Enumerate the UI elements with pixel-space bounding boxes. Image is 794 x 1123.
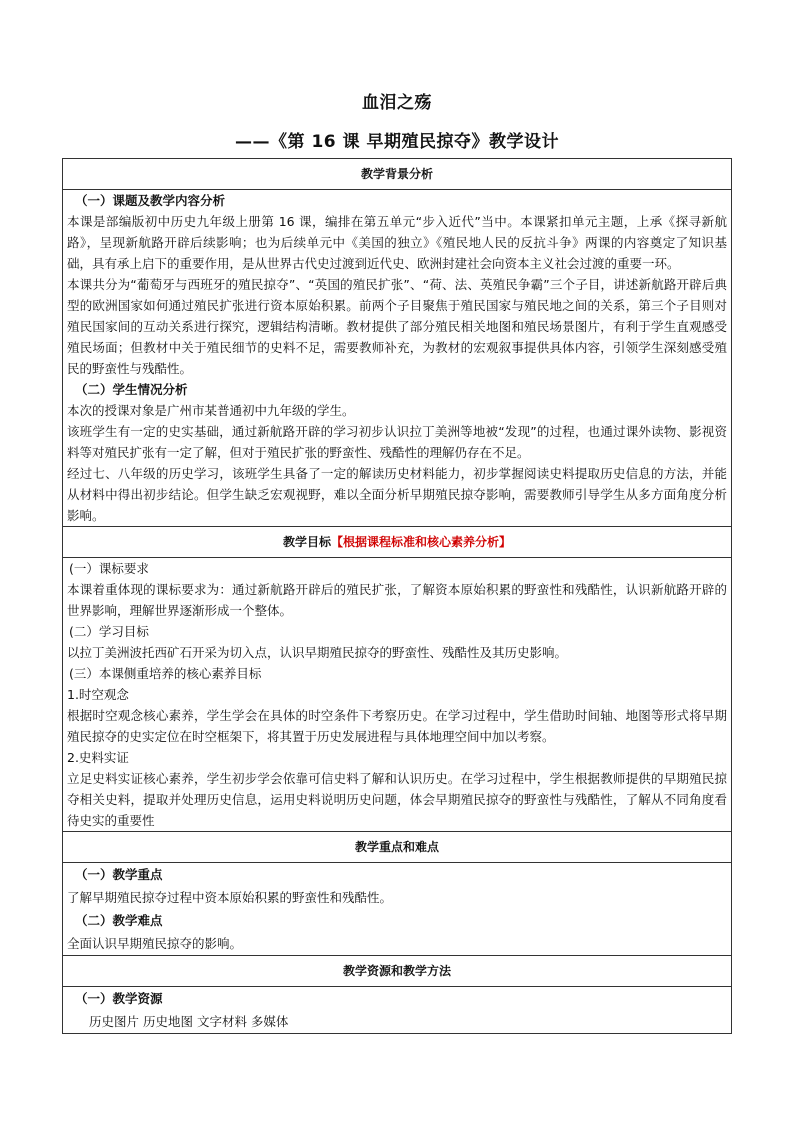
section-header-row	[63, 527, 732, 558]
core-literacy-item-1: 1.时空观念	[67, 687, 129, 702]
student-analysis-paragraph-3: 经过七、八年级的历史学习，该班学生具备了一定的解读历史材料能力，初步掌握阅读史料提取历史信息的方法，并能从材料中得出初步结论。但学生缺乏宏观视野，难以全面分析早期殖民掠夺影响，需要教师引导学生从多方面角度分析影响。	[67, 466, 727, 523]
document-title: 血泪之殇	[362, 93, 432, 113]
student-analysis-paragraph-2: 该班学生有一定的史实基础，通过新航路开辟的学习初步认识拉丁美洲等地被“发现”的过程，也通过课外读物、影视资料等对殖民扩张有一定了解，但对于殖民扩张的野蛮性、残酷性的理解仍存在不足。	[67, 424, 727, 460]
core-literacy-heading: (三）本课侧重培养的核心素养目标	[69, 666, 262, 681]
content-analysis-heading: （一）课题及教学内容分析	[75, 193, 226, 208]
core-literacy-paragraph-2: 立足史料实证核心素养，学生初步学会依靠可信史料了解和认识历史。在学习过程中，学生根据教师提供的早期殖民掠夺相关史料，提取并处理历史信息，运用史料说明历史问题，体会早期殖民掠夺的野蛮性与残酷性，了解从不同角度看待史实的重要性	[67, 771, 727, 828]
difficulty-paragraph: 全面认识早期殖民掠夺的影响。	[67, 936, 243, 951]
curriculum-requirement-heading: (一）课标要求	[69, 561, 149, 576]
curriculum-requirement-paragraph: 本课着重体现的课标要求为：通过新航路开辟后的殖民扩张，了解资本原始积累的野蛮性和残酷性，认识新航路开辟的世界影响，理解世界逐渐形成一个整体。	[67, 582, 727, 618]
goals-header-main: 教学目标	[282, 535, 331, 549]
core-literacy-item-2: 2.史料实证	[67, 750, 129, 765]
section-header-row	[63, 956, 732, 987]
background-content-row	[63, 190, 732, 527]
lesson-plan-table	[62, 158, 732, 1034]
background-header: 教学背景分析	[63, 159, 732, 190]
resources-header: 教学资源和教学方法	[63, 956, 732, 987]
learning-goal-heading: (二）学习目标	[69, 624, 149, 639]
section-header-row	[63, 832, 732, 863]
keypoints-content-row	[63, 863, 732, 956]
learning-goal-paragraph: 以拉丁美洲波托西矿石开采为切入点，认识早期殖民掠夺的野蛮性、残酷性及其历史影响。	[67, 645, 568, 660]
goals-header	[63, 527, 732, 558]
resources-list: 历史图片 历史地图 文字材料 多媒体	[89, 1014, 289, 1029]
background-content	[63, 190, 732, 527]
resources-heading: （一）教学资源	[75, 991, 163, 1006]
resources-content	[63, 987, 732, 1034]
student-analysis-heading: （二）学生情况分析	[75, 382, 188, 397]
goals-header-note: 【根据课程标准和核心素养分析】	[331, 535, 512, 549]
resources-content-row	[63, 987, 732, 1034]
keypoints-content	[63, 863, 732, 956]
key-point-paragraph: 了解早期殖民掠夺过程中资本原始积累的野蛮性和残酷性。	[67, 890, 393, 905]
key-point-heading: （一）教学重点	[75, 867, 163, 882]
keypoints-header: 教学重点和难点	[63, 832, 732, 863]
section-header-row	[63, 159, 732, 190]
goals-content-row	[63, 558, 732, 832]
content-analysis-paragraph-1: 本课是部编版初中历史九年级上册第 16 课，编排在第五单元“步入近代”当中。本课紧扣单元主题，上承《探寻新航路》，呈现新航路开辟后续影响；也为后续单元中《美国的独立》《殖民地人民的反抗斗争》两课的内容奠定了知识基础，具有承上启下的重要作用，是从世界古代史过渡到近代史、欧洲封建社会向资本主义社会过渡的重要一环。	[67, 214, 727, 271]
difficulty-heading: （二）教学难点	[75, 913, 163, 928]
content-analysis-paragraph-2: 本课共分为“葡萄牙与西班牙的殖民掠夺”、“英国的殖民扩张”、“荷、法、英殖民争霸”三个子目，讲述新航路开辟后典型的欧洲国家如何通过殖民扩张进行资本原始积累。前两个子目聚焦于殖民国家与殖民地之间的关系，第三个子目则对殖民国家间的互动关系进行探究，逻辑结构清晰。教材提供了部分殖民相关地图和殖民场景图片，有利于学生直观感受殖民场面；但教材中关于殖民细节的史料不足，需要教师补充，为教材的宏观叙事提供具体内容，引领学生深刻感受殖民的野蛮性与残酷性。	[67, 277, 727, 376]
core-literacy-paragraph-1: 根据时空观念核心素养，学生学会在具体的时空条件下考察历史。在学习过程中，学生借助时间轴、地图等形式将早期殖民掠夺的史实定位在时空框架下，将其置于历史发展进程与具体地理空间中加以考察。	[67, 708, 727, 744]
document-subtitle: ——《第 16 课 早期殖民掠夺》教学设计	[235, 132, 559, 152]
goals-content	[63, 558, 732, 832]
student-analysis-paragraph-1: 本次的授课对象是广州市某普通初中九年级的学生。	[67, 403, 355, 418]
